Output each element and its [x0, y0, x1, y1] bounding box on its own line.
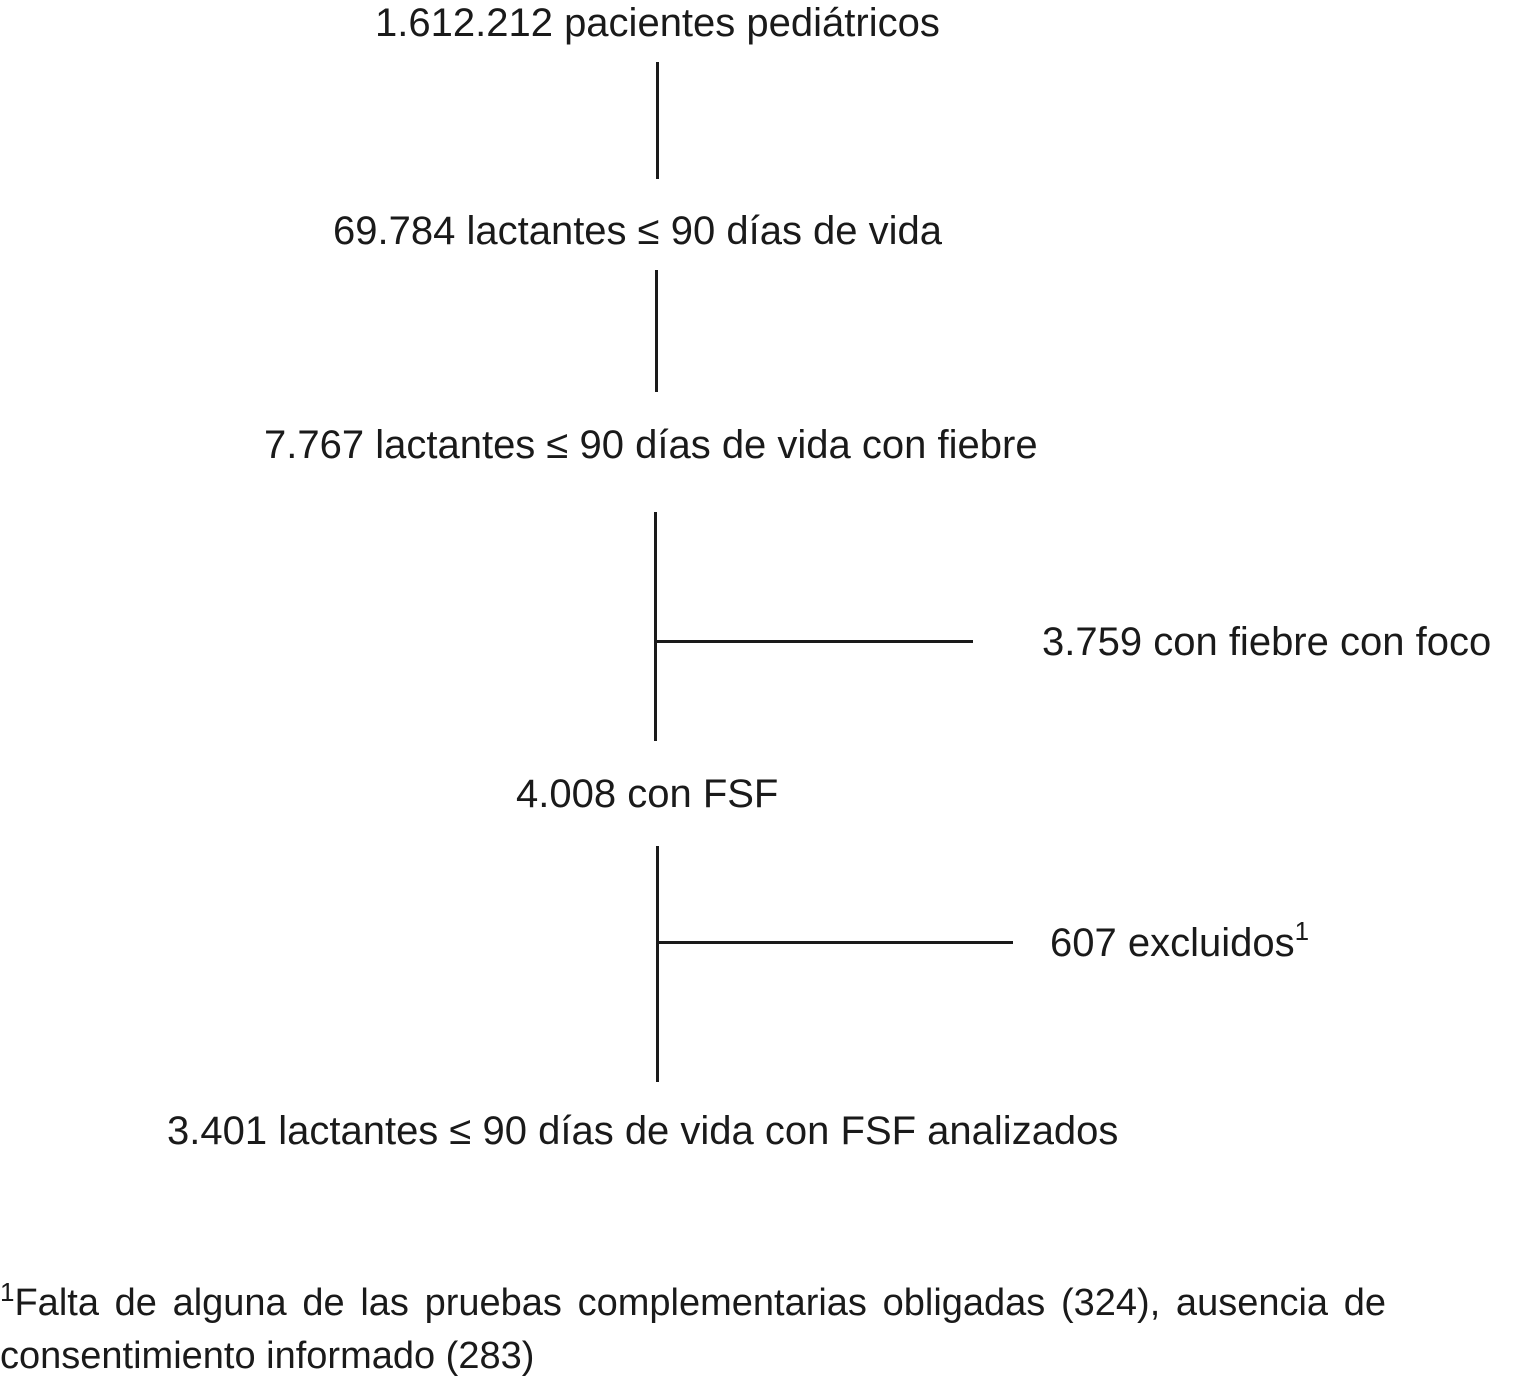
connector-infants-to-febrile — [655, 270, 658, 392]
footnote-text: Falta de alguna de las pruebas complementarias obligadas (324), ausencia de consentimiento informado (283) — [0, 1282, 1386, 1377]
node-total-patients: 1.612.212 pacientes pediátricos — [375, 1, 940, 45]
excluded-label: 607 excluidos — [1050, 921, 1295, 965]
node-analyzed: 3.401 lactantes ≤ 90 días de vida con FSF analizados — [167, 1109, 1119, 1153]
connector-fsf-to-analyzed — [656, 846, 659, 1082]
footnote — [0, 1278, 1386, 1381]
node-infants: 69.784 lactantes ≤ 90 días de vida — [333, 209, 943, 253]
node-excluded — [1050, 916, 1310, 970]
branch-to-excluded — [658, 941, 1013, 944]
excluded-footnote-mark: 1 — [1294, 916, 1310, 946]
node-with-focus: 3.759 con fiebre con foco — [1042, 620, 1492, 664]
connector-total-to-infants — [656, 62, 659, 179]
node-fsf: 4.008 con FSF — [516, 772, 779, 816]
branch-to-with-focus — [656, 640, 973, 643]
connector-febrile-to-fsf — [654, 512, 657, 741]
footnote-mark: 1 — [0, 1277, 15, 1307]
node-febrile-infants: 7.767 lactantes ≤ 90 días de vida con fiebre — [264, 423, 1038, 467]
